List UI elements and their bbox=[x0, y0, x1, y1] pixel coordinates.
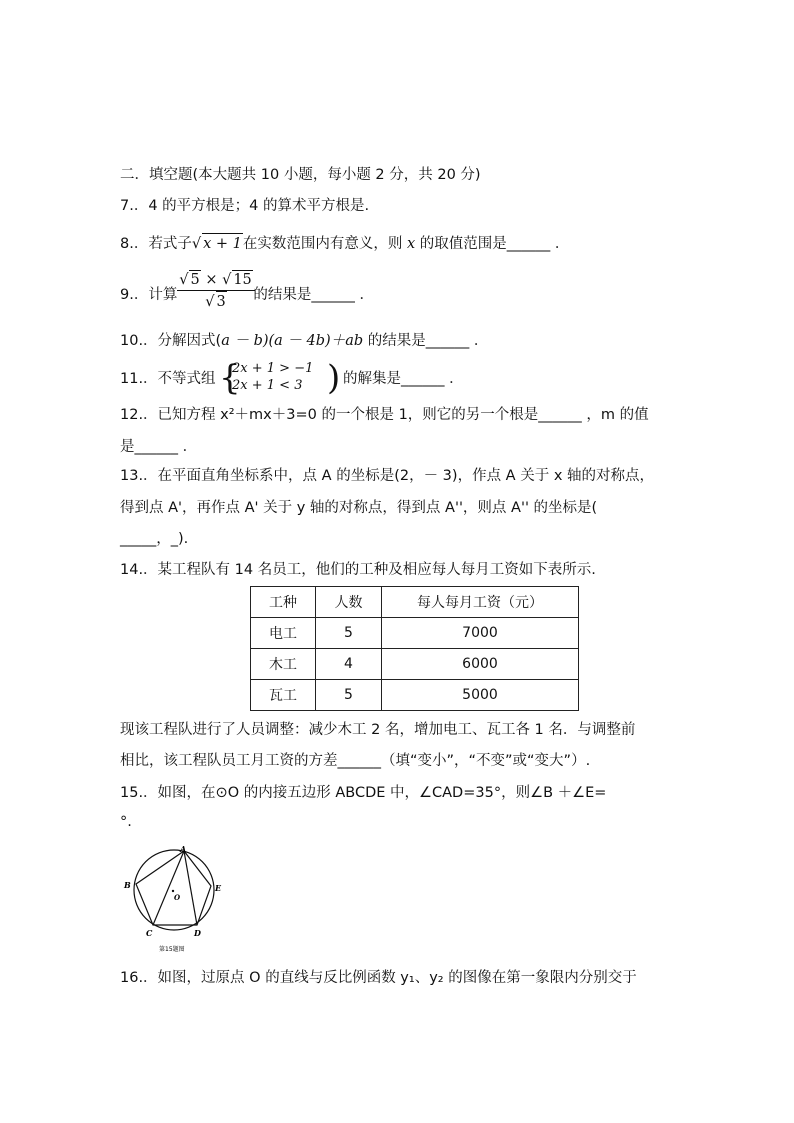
question-8 bbox=[120, 233, 569, 254]
label-d: D bbox=[194, 928, 201, 938]
q8-number: 8.．若式子 bbox=[120, 236, 192, 252]
question-13-line1: 13.．在平面直角坐标系中，点 A 的坐标是(2，－ 3)，作点 A 关于 x 轴的对称点， bbox=[120, 468, 655, 484]
wage-table bbox=[250, 586, 579, 711]
q10-number: 10.．分解因式( bbox=[120, 333, 222, 349]
q9-den: 3 bbox=[216, 291, 227, 312]
table-row bbox=[251, 618, 579, 649]
q8-text: 在实数范围内有意义，则 bbox=[242, 236, 403, 252]
q9-times: × bbox=[205, 272, 218, 288]
table-cell: 4 bbox=[316, 649, 382, 680]
q9-fraction bbox=[177, 270, 255, 312]
question-14-after2: 相比，该工程队员工月工资的方差______（填“变小”，“不变”或“变大”）. bbox=[120, 753, 591, 769]
q8-tail: 的取值范围是______ ． bbox=[419, 236, 570, 252]
table-cell: 瓦工 bbox=[251, 680, 316, 711]
question-13-line3: _____，_). bbox=[120, 531, 189, 547]
radical-sign: √ bbox=[191, 236, 202, 252]
q11-row1: 2x + 1 > −1 bbox=[232, 361, 314, 376]
q8-var: x bbox=[406, 236, 416, 252]
question-15-line2: °. bbox=[120, 814, 132, 830]
table-cell: 7000 bbox=[382, 618, 579, 649]
table-cell: 5 bbox=[316, 680, 382, 711]
q11-number: 11.．不等式组 bbox=[120, 371, 216, 387]
q9-num-b: 15 bbox=[233, 272, 252, 288]
q9-denominator: √ 3 bbox=[177, 291, 255, 312]
table-row bbox=[251, 680, 579, 711]
q10-tail: 的结果是______ ． bbox=[367, 333, 489, 349]
table-row bbox=[251, 649, 579, 680]
q11-system bbox=[232, 360, 313, 394]
label-b: B bbox=[124, 880, 131, 890]
question-14-line1: 14.．某工程队有 14 名员工，他们的工种及相应每人每月工资如下表所示. bbox=[120, 562, 596, 578]
circle-o bbox=[134, 850, 214, 930]
q11-tail: 的解集是______ ． bbox=[343, 371, 464, 387]
label-c: C bbox=[146, 928, 153, 938]
q9-numerator: √ 5 × √ 15 bbox=[177, 270, 255, 291]
question-10 bbox=[120, 331, 488, 351]
line-ad bbox=[184, 851, 197, 925]
question-16: 16.．如图，过原点 O 的直线与反比例函数 y₁、y₂ 的图像在第一象限内分别交于 bbox=[120, 970, 637, 986]
question-7: 7.．4 的平方根是；4 的算术平方根是. bbox=[120, 198, 370, 214]
table-cell: 木工 bbox=[251, 649, 316, 680]
label-a: A bbox=[180, 844, 187, 854]
pentagon-abcde bbox=[136, 851, 211, 925]
table-cell: 电工 bbox=[251, 618, 316, 649]
q10-expr: a － b)(a － 4b)＋ab bbox=[221, 333, 364, 349]
q15-figure bbox=[118, 842, 228, 957]
left-brace: { bbox=[219, 358, 241, 398]
q8-radicand: x + 1 bbox=[202, 233, 243, 254]
q9-number: 9.．计算 bbox=[120, 287, 178, 303]
q9-tail: 的结果是______ ． bbox=[253, 287, 374, 303]
section-title: 二．填空题(本大题共 10 小题，每小题 2 分，共 20 分) bbox=[120, 167, 481, 183]
question-14-after1: 现该工程队进行了人员调整：减少木工 2 名，增加电工、瓦工各 1 名．与调整前 bbox=[120, 722, 636, 738]
table-header-row bbox=[251, 587, 579, 618]
question-12-line2: 是______ ． bbox=[120, 439, 198, 455]
table-header: 人数 bbox=[316, 587, 382, 618]
question-11 bbox=[120, 369, 216, 389]
question-13-line2: 得到点 A'，再作点 A' 关于 y 轴的对称点，得到点 A''，则点 A'' 的坐标是( bbox=[120, 500, 598, 516]
question-12-line1: 12.．已知方程 x²＋mx＋3=0 的一个根是 1，则它的另一个根是______ ，m 的值 bbox=[120, 407, 649, 423]
table-header: 工种 bbox=[251, 587, 316, 618]
table-header: 每人每月工资（元） bbox=[382, 587, 579, 618]
label-e: E bbox=[215, 883, 222, 893]
q11-row2: 2x + 1 < 3 bbox=[232, 378, 303, 393]
table-cell: 6000 bbox=[382, 649, 579, 680]
question-15-line1: 15.．如图，在⊙O 的内接五边形 ABCDE 中，∠CAD=35°，则∠B ＋∠E= bbox=[120, 785, 607, 801]
q9-num-a: 5 bbox=[190, 272, 200, 288]
label-o: O bbox=[174, 893, 181, 902]
center-dot bbox=[172, 890, 174, 892]
table-cell: 5000 bbox=[382, 680, 579, 711]
right-paren: ) bbox=[327, 358, 341, 398]
table-cell: 5 bbox=[316, 618, 382, 649]
figure-caption: 第15题图 bbox=[159, 946, 185, 953]
